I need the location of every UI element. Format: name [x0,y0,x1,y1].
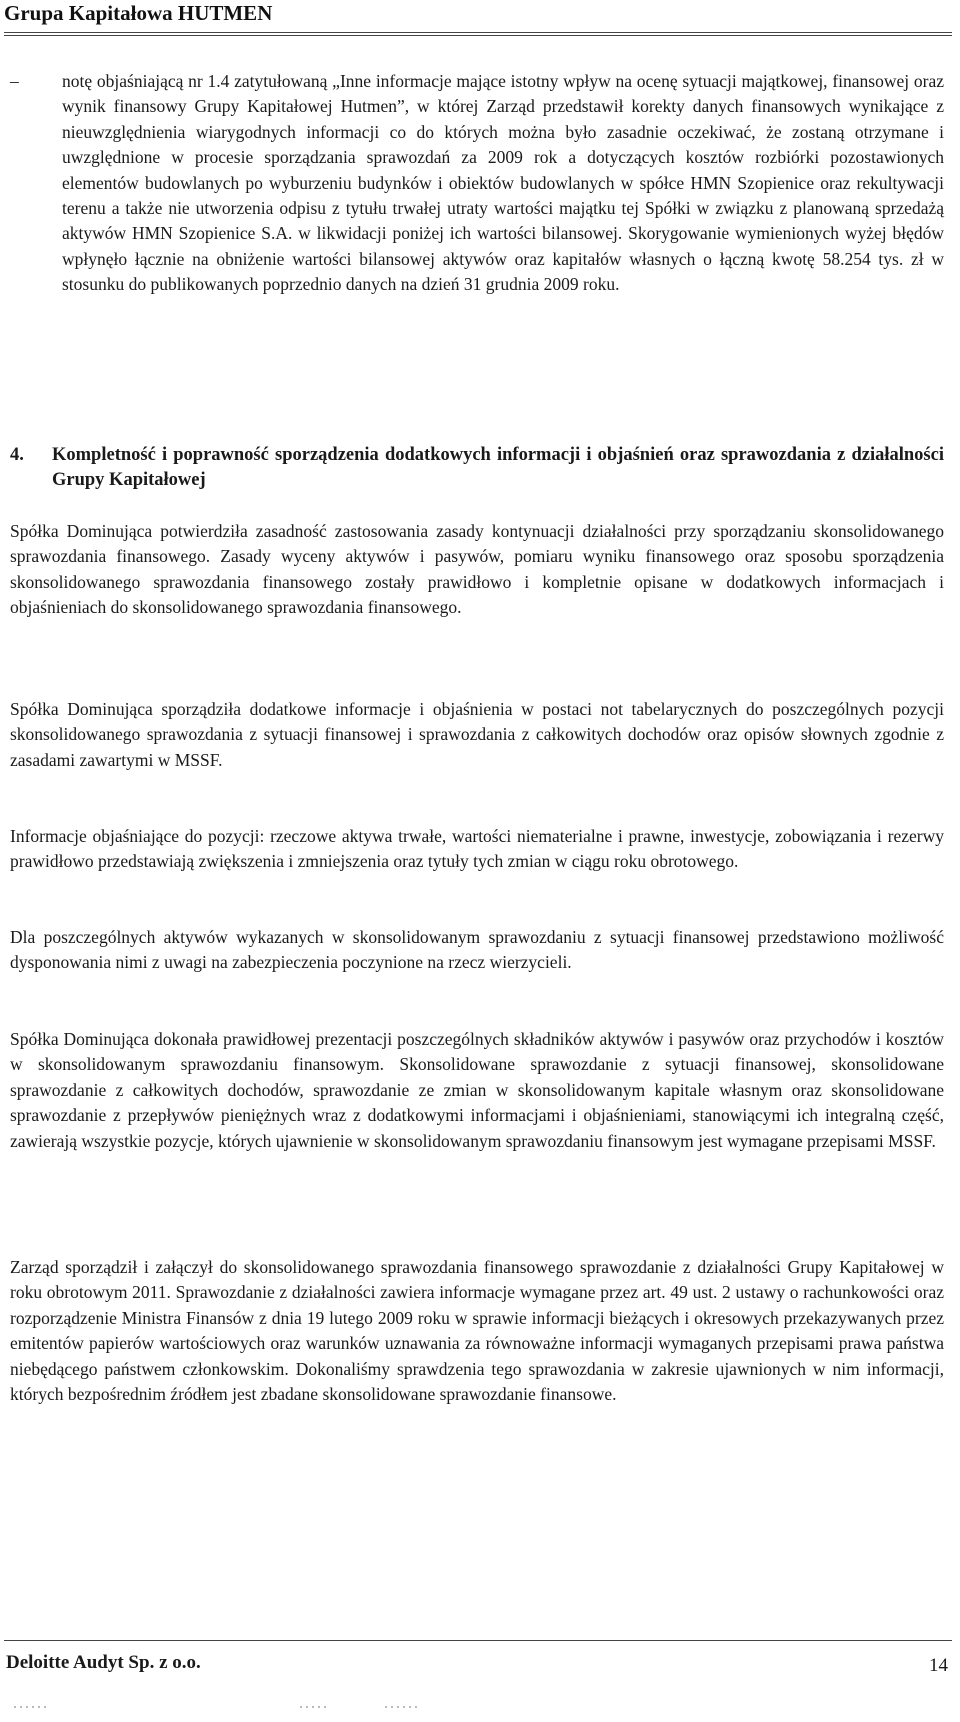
list-dash: – [10,71,19,91]
scan-artifact [300,1706,328,1708]
paragraph-explanatory-info: Informacje objaśniające do pozycji: rzeczowe aktywa trwałe, wartości niematerialne i prawne, inwestycje, zobowiązania i rezerwy prawidłowo przedstawiają zwiększenia i zmniejszenia oraz tytuły tych zmian w ciągu roku obrotowego. [10,826,944,872]
paragraph-directors-report: Zarząd sporządził i załączył do skonsolidowanego sprawozdania finansowego sprawozdanie z działalności Grupy Kapitałowej w roku obrotowym 2011. Sprawozdanie z działalności zawiera informacje wymagane przez art. 49 ust. 2 ustawy o rachunkowości oraz rozporządzenie Ministra Finansów z dnia 19 lutego 2009 roku w sprawie informacji bieżących i okresowych przekazywanych przez emitentów papierów wartościowych oraz warunków uznawania za równoważne informacji wymaganych przepisami prawa państwa niebędącego państwem członkowskim. Dokonaliśmy sprawdzenia tego sprawozdania w zakresie ujawnionych w nim informacji, których bezpośrednim źródłem jest zbadane skonsolidowane sprawozdanie finansowe. [10,1257,944,1405]
page-number: 14 [929,1655,948,1676]
scan-artifact [385,1706,421,1708]
footer-auditor-name: Deloitte Audyt Sp. z o.o. [6,1652,201,1673]
paragraph-going-concern: Spółka Dominująca potwierdziła zasadność zastosowania zasady kontynuacji działalności przy sporządzaniu skonsolidowanego sprawozdania finansowego. Zasady wyceny aktywów i pasywów, pomiaru wyniku finansowego oraz sposobu sporządzenia skonsolidowanego sprawozdania finansowego zostały prawidłowo i kompletnie opisane w dodatkowych informacjach i objaśnieniach do skonsolidowanego sprawozdania finansowego. [10,521,944,618]
running-header-title: Grupa Kapitałowa HUTMEN [4,1,273,25]
paragraph-notes: Spółka Dominująca sporządziła dodatkowe informacje i objaśnienia w postaci not tabelarycznych do poszczególnych pozycji skonsolidowanego sprawozdania z sytuacji finansowej i sprawozdania z całkowitych dochodów oraz opisów słownych zgodnie z zasadami zawartymi w MSSF. [10,699,944,770]
scan-artifact [14,1706,48,1708]
section-title: Kompletność i poprawność sporządzenia dodatkowych informacji i objaśnień oraz sprawozdania z działalności Grupy Kapitałowej [52,445,944,490]
header-rule-secondary [4,35,952,36]
header-rule [4,32,952,33]
paragraph-assets-disposal: Dla poszczególnych aktywów wykazanych w skonsolidowanym sprawozdaniu z sytuacji finansowej przedstawiono możliwość dysponowania nimi z uwagi na zabezpieczenia poczynione na rzecz wierzycieli. [10,927,944,973]
section-number: 4. [10,445,24,465]
list-item-text: notę objaśniającą nr 1.4 zatytułowaną „Inne informacje mające istotny wpływ na ocenę sytuacji majątkowej, finansowej oraz wynik finansowy Grupy Kapitałowej Hutmen”, w której Zarząd przedstawił korekty danych finansowych wynikające z nieuwzględnienia wiarygodnych informacji co do których można było zasadnie oczekiwać, że zostaną otrzymane i uwzględnione w procesie sporządzania sprawozdań za 2009 rok a dotyczących kosztów rozbiórki pozostawionych elementów budowlanych po wyburzeniu budynków i obiektów budowlanych w spółce HMN Szopienice oraz rekultywacji terenu a także nie utworzenia odpisu z tytułu trwałej utraty wartości majątku tej Spółki w związku z planowaną sprzedażą aktywów HMN Szopienice S.A. w likwidacji poniżej ich wartości bilansowej. Skorygowanie wymienionych wyżej błędów wpłynęło łącznie na obniżenie wartości bilansowej aktywów oraz kapitałów własnych o łączną kwotę 58.254 tys. zł w stosunku do publikowanych poprzednio danych na dzień 31 grudnia 2009 roku. [62,71,944,295]
footer-rule [4,1640,952,1641]
paragraph-presentation: Spółka Dominująca dokonała prawidłowej prezentacji poszczególnych składników aktywów i pasywów oraz przychodów i kosztów w skonsolidowanym sprawozdaniu finansowym. Skonsolidowane sprawozdanie z sytuacji finansowej, skonsolidowane sprawozdanie z całkowitych dochodów, sprawozdanie ze zmian w skonsolidowanym kapitale własnym oraz skonsolidowane sprawozdanie z przepływów pieniężnych wraz z dodatkowymi informacjami i objaśnieniami, stanowiącymi ich integralną część, zawierają wszystkie pozycje, których ujawnienie w skonsolidowanym sprawozdaniu finansowym jest wymagane przepisami MSSF. [10,1029,944,1151]
